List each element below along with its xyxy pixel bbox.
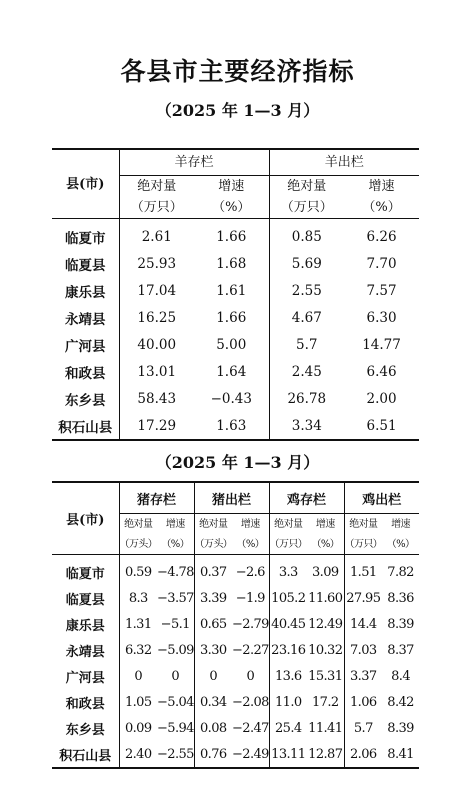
county-name: 积石山县 <box>52 412 119 440</box>
unit-label: （%） <box>157 534 194 555</box>
table-row <box>52 385 419 412</box>
county-name: 康乐县 <box>52 277 119 304</box>
table-cell: 8.39 <box>387 616 414 632</box>
table-cell: 105.2 <box>269 585 307 611</box>
table-cell: 16.25 <box>137 309 177 326</box>
table-cell: 3.34 <box>269 412 344 440</box>
column-header: 绝对量 <box>194 514 232 535</box>
table-row <box>52 219 419 251</box>
table-cell: −4.78 <box>157 564 194 580</box>
table-cell: 25.4 <box>269 715 307 741</box>
county-name: 临夏县 <box>52 250 119 277</box>
table-cell: 14.77 <box>362 336 401 353</box>
county-header: 县(市) <box>52 149 119 219</box>
group-header: 鸡出栏 <box>344 482 419 514</box>
table-cell: 7.82 <box>387 564 414 580</box>
table-cell: 0.59 <box>124 564 152 580</box>
unit-label: （万头） <box>194 534 232 555</box>
table-cell: −0.43 <box>210 390 252 407</box>
table-cell: 1.66 <box>216 228 247 245</box>
county-name: 临夏县 <box>52 585 119 611</box>
table-cell: 26.78 <box>269 385 344 412</box>
table-cell: −1.9 <box>235 590 265 606</box>
table-cell: 8.4 <box>391 668 410 684</box>
table-cell: 1.06 <box>344 689 382 715</box>
column-header: 增速 <box>315 518 335 530</box>
table-cell: 8.37 <box>387 642 414 658</box>
table-cell: 40.00 <box>137 336 177 353</box>
table-cell: 0 <box>246 668 255 684</box>
table-cell: 3.37 <box>344 663 382 689</box>
table-cell: 23.16 <box>269 637 307 663</box>
table-cell: 12.49 <box>308 616 343 632</box>
table-cell: −2.6 <box>235 564 265 580</box>
county-name: 临夏市 <box>52 555 119 586</box>
unit-label: （%） <box>307 534 344 555</box>
table-cell: 17.04 <box>137 282 177 299</box>
county-name: 东乡县 <box>52 715 119 741</box>
table-cell: 8.3 <box>128 590 148 606</box>
table-cell: 6.32 <box>124 642 152 658</box>
table-cell: 6.30 <box>366 309 397 326</box>
county-name: 临夏市 <box>52 219 119 251</box>
table-cell: 17.29 <box>137 417 177 434</box>
table-row <box>52 304 419 331</box>
table-cell: 0.76 <box>194 741 232 768</box>
group-header: 鸡存栏 <box>269 482 344 514</box>
county-name: 广河县 <box>52 663 119 689</box>
table-cell: 6.46 <box>366 363 397 380</box>
column-header: 绝对量 <box>269 176 344 198</box>
table-cell: 7.03 <box>344 637 382 663</box>
table-cell: 2.45 <box>269 358 344 385</box>
county-name: 永靖县 <box>52 637 119 663</box>
table-cell: 3.39 <box>194 585 232 611</box>
county-name: 和政县 <box>52 358 119 385</box>
table-cell: −5.94 <box>157 720 194 736</box>
table-cell: 12.87 <box>308 746 343 762</box>
table-cell: 2.06 <box>344 741 382 768</box>
table-cell: 0 <box>194 663 232 689</box>
table-row <box>52 250 419 277</box>
unit-label: （%） <box>344 197 419 219</box>
table-cell: 11.0 <box>269 689 307 715</box>
table-cell: 0.85 <box>269 219 344 251</box>
table-cell: 15.31 <box>308 668 343 684</box>
table-cell: 40.45 <box>269 611 307 637</box>
column-header: 增速 <box>165 518 185 530</box>
table-cell: 6.26 <box>366 228 397 245</box>
table-cell: 0.09 <box>124 720 152 736</box>
table-cell: 5.7 <box>344 715 382 741</box>
table1-period: （2025 年 1—3 月） <box>155 101 320 120</box>
table-cell: 0.34 <box>194 689 232 715</box>
table-cell: 1.05 <box>124 694 152 710</box>
column-header: 绝对量 <box>124 518 153 530</box>
table-row <box>52 663 419 689</box>
group-header: 羊存栏 <box>119 149 269 176</box>
county-header: 县(市) <box>52 482 119 555</box>
table-cell: −2.47 <box>232 720 269 736</box>
table-cell: 1.63 <box>216 417 247 434</box>
table-cell: 3.09 <box>312 564 339 580</box>
table-cell: −2.55 <box>157 746 194 762</box>
table-row <box>52 585 419 611</box>
county-name: 东乡县 <box>52 385 119 412</box>
table-cell: 3.30 <box>194 637 232 663</box>
table-row <box>52 555 419 586</box>
table-cell: 5.69 <box>269 250 344 277</box>
table-cell: 25.93 <box>137 255 177 272</box>
table-cell: 1.64 <box>216 363 247 380</box>
table-cell: 0 <box>171 668 180 684</box>
table-row <box>52 637 419 663</box>
table-cell: 8.42 <box>387 694 414 710</box>
county-name: 康乐县 <box>52 611 119 637</box>
table-row <box>52 331 419 358</box>
table-cell: 0 <box>134 668 143 684</box>
table-cell: −2.27 <box>232 642 269 658</box>
table-cell: 1.51 <box>344 555 382 586</box>
county-name: 永靖县 <box>52 304 119 331</box>
table-row <box>52 358 419 385</box>
table-cell: 3.3 <box>269 555 307 586</box>
table-cell: −5.09 <box>157 642 194 658</box>
table-cell: 2.40 <box>124 746 152 762</box>
table-cell: 17.2 <box>312 694 339 710</box>
table-cell: 11.60 <box>308 590 343 606</box>
table-cell: 11.41 <box>308 720 343 736</box>
table-cell: −2.08 <box>232 694 269 710</box>
unit-label: （%） <box>382 534 419 555</box>
table-cell: 8.39 <box>387 720 414 736</box>
table-cell: 13.11 <box>269 741 307 768</box>
table-cell: 2.55 <box>269 277 344 304</box>
table-cell: −5.1 <box>160 616 190 632</box>
table-cell: 2.61 <box>141 228 172 245</box>
table-cell: 6.51 <box>366 417 397 434</box>
table-row <box>52 689 419 715</box>
table-cell: 58.43 <box>137 390 177 407</box>
table-cell: 13.01 <box>137 363 177 380</box>
unit-label: （万只） <box>269 197 344 219</box>
county-name: 积石山县 <box>52 741 119 768</box>
table-row <box>52 412 419 440</box>
livestock-table <box>52 481 419 769</box>
table-row <box>52 741 419 768</box>
unit-label: （%） <box>232 534 269 555</box>
table-cell: 1.61 <box>216 282 247 299</box>
table-cell: 8.36 <box>387 590 414 606</box>
county-name: 广河县 <box>52 331 119 358</box>
table-cell: 4.67 <box>269 304 344 331</box>
unit-label: （%） <box>194 197 269 219</box>
table-cell: −2.79 <box>232 616 269 632</box>
table2-period: （2025 年 1—3 月） <box>155 453 320 472</box>
sheep-table <box>52 148 419 441</box>
column-header: 绝对量 <box>344 514 382 535</box>
unit-label: （万头） <box>119 534 157 555</box>
column-header: 增速 <box>391 518 410 530</box>
table-cell: 5.7 <box>269 331 344 358</box>
group-header: 猪出栏 <box>194 482 269 514</box>
column-header: 增速 <box>218 179 245 194</box>
page-title: 各县市主要经济指标 <box>120 57 355 86</box>
table-row <box>52 277 419 304</box>
table-cell: 7.70 <box>366 255 397 272</box>
unit-label: （万只） <box>344 534 382 555</box>
table-cell: 2.00 <box>366 390 397 407</box>
column-header: 增速 <box>240 518 260 530</box>
table-cell: −3.57 <box>157 590 194 606</box>
table-cell: 0.08 <box>194 715 232 741</box>
table-cell: 8.41 <box>387 746 414 762</box>
column-header: 绝对量 <box>137 179 177 194</box>
table-cell: −5.04 <box>157 694 194 710</box>
table-cell: −2.49 <box>232 746 269 762</box>
table-cell: 27.95 <box>344 585 382 611</box>
table-row <box>52 611 419 637</box>
unit-label: （万只） <box>269 534 307 555</box>
table-cell: 1.31 <box>124 616 152 632</box>
table-cell: 1.68 <box>216 255 247 272</box>
table-row <box>52 715 419 741</box>
table-cell: 7.57 <box>366 282 397 299</box>
column-header: 增速 <box>368 179 395 194</box>
table-cell: 13.6 <box>269 663 307 689</box>
group-header: 羊出栏 <box>269 149 419 176</box>
unit-label: （万只） <box>119 197 194 219</box>
table-cell: 1.66 <box>216 309 247 326</box>
table-cell: 14.4 <box>344 611 382 637</box>
group-header: 猪存栏 <box>119 482 194 514</box>
table-cell: 10.32 <box>308 642 343 658</box>
column-header: 绝对量 <box>269 514 307 535</box>
table-cell: 5.00 <box>216 336 247 353</box>
table-cell: 0.37 <box>194 555 232 586</box>
county-name: 和政县 <box>52 689 119 715</box>
table-cell: 0.65 <box>194 611 232 637</box>
